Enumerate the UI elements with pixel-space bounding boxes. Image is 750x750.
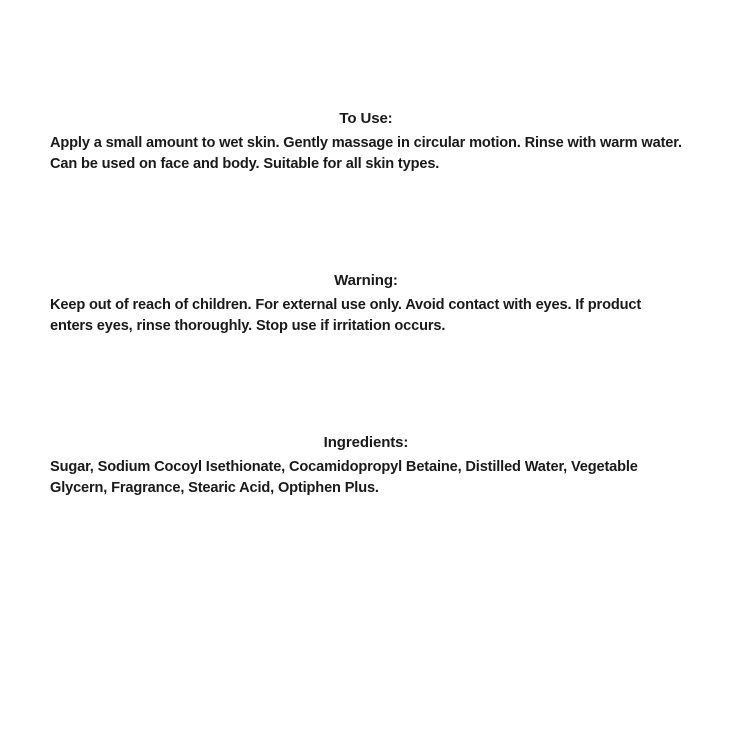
section-body-to-use: Apply a small amount to wet skin. Gently massage in circular motion. Rinse with warm water. Can be used on face and body. Suitable for all skin types. — [50, 135, 682, 172]
section-to-use — [50, 108, 682, 175]
section-body-warning: Keep out of reach of children. For external use only. Avoid contact with eyes. If product enters eyes, rinse thoroughly. Stop use if irritation occurs. — [50, 297, 642, 334]
section-heading-to-use: To Use: — [339, 110, 393, 127]
section-body-ingredients: Sugar, Sodium Cocoyl Isethionate, Cocamidopropyl Betaine, Distilled Water, Vegetable Glycern, Fragrance, Stearic Acid, Optiphen Plus. — [50, 459, 638, 496]
section-heading-ingredients: Ingredients: — [323, 434, 409, 451]
section-warning — [50, 270, 682, 337]
section-heading-warning: Warning: — [334, 272, 398, 289]
section-ingredients — [50, 432, 682, 499]
